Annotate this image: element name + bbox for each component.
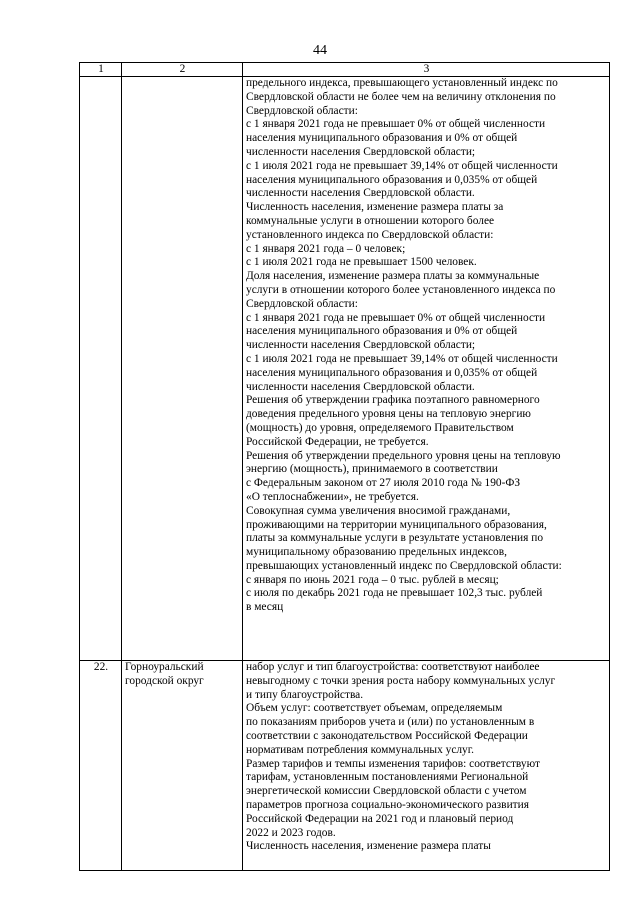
text-line: Свердловской области: [246, 297, 358, 310]
text-line: предельного индекса, превышающего установленный индекс по [246, 77, 558, 89]
page-number: 44 [313, 43, 327, 58]
text-line: энергетической комиссии Свердловской области с учетом [246, 785, 527, 798]
description-cell [243, 661, 610, 871]
text-line: Свердловской области не более чем на величину отклонения по [246, 90, 556, 103]
text-line: доведения предельного уровня цены на тепловую энергию [246, 408, 531, 421]
row-number-cell [80, 77, 122, 661]
column-header: 1 [80, 63, 122, 77]
text-line: численности населения Свердловской области. [246, 380, 475, 393]
text-line: набор услуг и тип благоустройства: соответствуют наиболее [246, 661, 540, 673]
text-line: Доля населения, изменение размера платы за коммунальные [246, 270, 540, 283]
row-number-cell: 22. [80, 661, 122, 871]
text-line: параметров прогноза социально-экономического развития [246, 798, 529, 811]
column-header: 2 [122, 63, 243, 77]
text-line: энергию (мощность), принимаемого в соответствии [246, 463, 498, 476]
text-line: в месяц [246, 601, 284, 614]
text-line: Размер тарифов и темпы изменения тарифов: соответствуют [246, 757, 540, 770]
text-line: населения муниципального образования и 0% от общей [246, 325, 518, 338]
column-header: 3 [243, 63, 610, 77]
table-header-row [80, 63, 610, 77]
text-line: Численность населения, изменение размера платы [246, 840, 491, 853]
text-line: коммунальные услуги в отношении которого более [246, 214, 495, 227]
text-line: Совокупная сумма увеличения вносимой гражданами, [246, 504, 511, 517]
table-row [80, 77, 610, 661]
text-line: по показаниям приборов учета и (или) по установленным в [246, 716, 535, 729]
text-line: Решения об утверждении графика поэтапного равномерного [246, 394, 540, 407]
text-line: населения муниципального образования и 0,035% от общей [246, 366, 538, 379]
text-line: с 1 июля 2021 года не превышает 1500 человек. [246, 256, 477, 269]
text-line: нормативам потребления коммунальных услуг. [246, 743, 474, 756]
municipality-cell [122, 77, 243, 661]
text-line: «О теплоснабжении», не требуется. [246, 490, 419, 503]
text-line: с января по июнь 2021 года – 0 тыс. рублей в месяц; [246, 573, 499, 586]
text-line: Объем услуг: соответствует объемам, определяемым [246, 702, 503, 715]
text-line: (мощность) до уровня, определяемого Правительством [246, 421, 514, 434]
text-line: услуги в отношении которого более установленного индекса по [246, 283, 556, 296]
municipality-cell [122, 661, 243, 871]
text-line: с 1 января 2021 года не превышает 0% от общей численности [246, 118, 546, 131]
text-line: городской округ [125, 674, 204, 687]
text-line: муниципальному образованию предельных индексов, [246, 546, 507, 559]
text-line: проживающими на территории муниципального образования, [246, 518, 547, 531]
text-line: Свердловской области: [246, 104, 358, 117]
text-line: превышающих установленный индекс по Свердловской области: [246, 559, 562, 572]
text-line: и типу благоустройства. [246, 688, 364, 701]
text-line: платы за коммунальные услуги в результате установления по [246, 532, 544, 545]
text-line: соответствии с законодательством Российской Федерации [246, 729, 528, 742]
text-line: населения муниципального образования и 0,035% от общей [246, 173, 538, 186]
text-line: тарифам, установленным постановлениями Региональной [246, 771, 529, 784]
text-line: с Федеральным законом от 27 июля 2010 года № 190-ФЗ [246, 477, 521, 490]
data-table [79, 62, 610, 871]
municipality-lines [125, 661, 240, 689]
text-line: невыгодному с точки зрения роста набору коммунальных услуг [246, 674, 556, 687]
text-line: с июля по декабрь 2021 года не превышает 102,3 тыс. рублей [246, 587, 543, 600]
text-line: населения муниципального образования и 0% от общей [246, 132, 518, 145]
text-line: с 1 января 2021 года не превышает 0% от общей численности [246, 311, 546, 324]
text-line: численности населения Свердловской области; [246, 339, 476, 352]
text-line: установленного индекса по Свердловской области: [246, 228, 494, 241]
text-line: Решения об утверждении предельного уровня цены на тепловую [246, 449, 561, 462]
description-lines [246, 661, 607, 854]
text-line: Российской Федерации на 2021 год и плановый период [246, 812, 514, 825]
text-line: с 1 января 2021 года – 0 человек; [246, 242, 406, 255]
text-line: численности населения Свердловской области; [246, 145, 476, 158]
table-row [80, 661, 610, 871]
description-lines [246, 77, 607, 615]
text-line: численности населения Свердловской области. [246, 187, 475, 200]
text-line: с 1 июля 2021 года не превышает 39,14% от общей численности [246, 159, 558, 172]
text-line: 2022 и 2023 годов. [246, 826, 336, 839]
text-line: Российской Федерации, не требуется. [246, 435, 429, 448]
text-line: Численность населения, изменение размера платы за [246, 201, 504, 214]
text-line: с 1 июля 2021 года не превышает 39,14% от общей численности [246, 352, 558, 365]
text-line: Горноуральский [125, 661, 204, 673]
description-cell [243, 77, 610, 661]
